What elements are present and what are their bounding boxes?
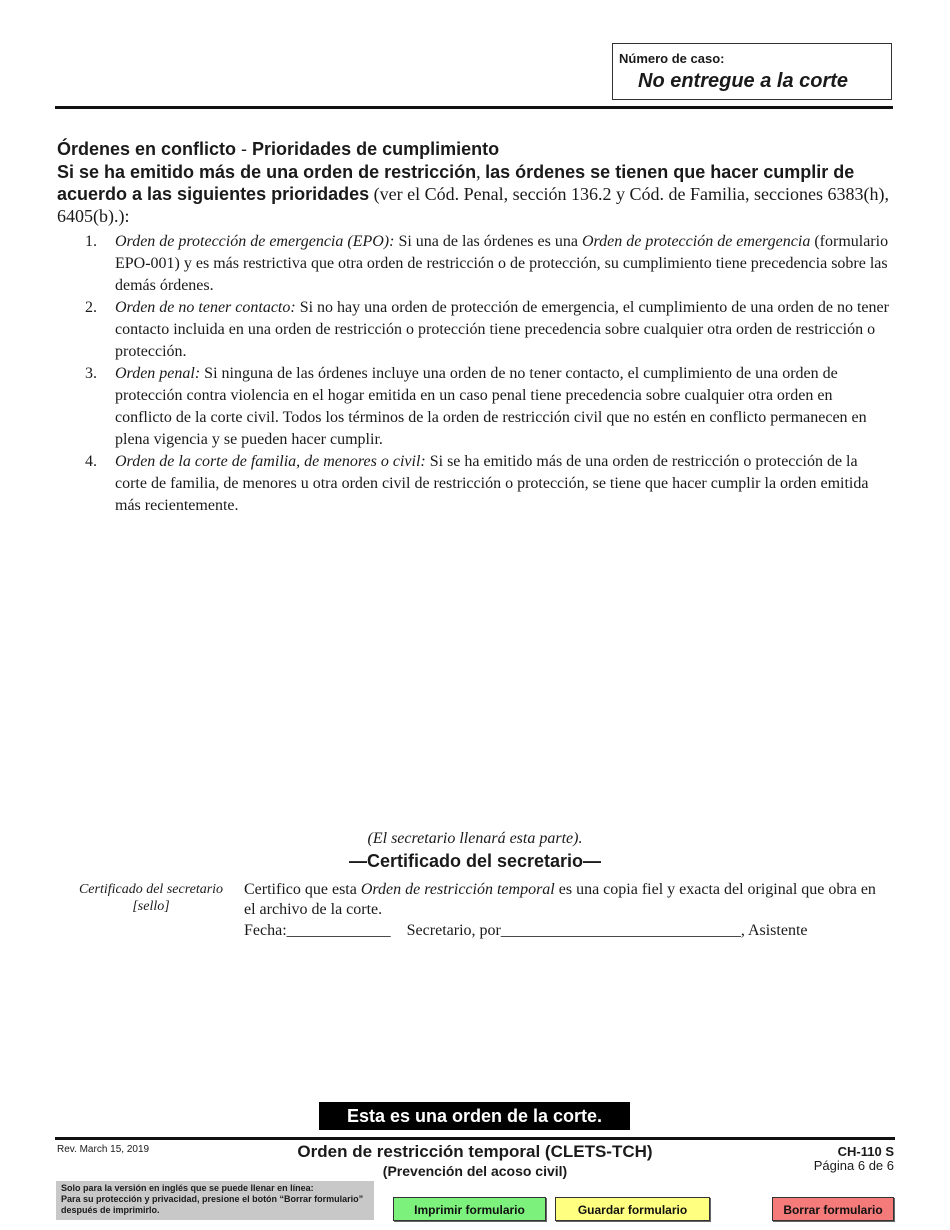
list-item-term: Orden penal: [115, 365, 201, 382]
list-item-text: Si se ha emitido más de una orden de restricción o protección de la corte de familia, de menores u otra orden civil de restricción o protección, se tiene que hacer cumplir la orden emitida más recientemente. [115, 453, 869, 514]
privacy-notice-line3: después de imprimirlo. [61, 1205, 160, 1215]
case-number-box [612, 43, 892, 100]
cert-text-italic: Orden de restricción temporal [360, 881, 555, 898]
form-subtitle: (Prevención del acoso civil) [382, 1163, 568, 1179]
clear-form-button[interactable]: Borrar formulario [772, 1197, 894, 1221]
priority-list [85, 231, 893, 517]
page-number: Página 6 de 6 [813, 1158, 894, 1173]
section-title-main: Órdenes en conflicto [57, 139, 237, 159]
list-item-term: Orden de protección de emergencia (EPO): [115, 233, 395, 250]
court-order-banner: Esta es una orden de la corte. [319, 1102, 630, 1130]
list-item-number: 3. [85, 365, 97, 382]
clerk-signature-line [244, 922, 808, 940]
cert-text-a: Certifico que esta [244, 881, 361, 898]
clerk-certification-text [244, 880, 884, 920]
section-title-sub: Prioridades de cumplimiento [252, 139, 500, 159]
date-field: Fecha:_____________ [244, 922, 391, 939]
section-intro [57, 161, 893, 227]
intro-bold-b: las órdenes se tienen que hacer cumplir de acuerdo a las siguientes prioridades [57, 162, 855, 204]
list-item-text-italic: Orden de protección de emergencia [581, 233, 811, 250]
revision-date: Rev. March 15, 2019 [57, 1144, 150, 1155]
list-item [85, 297, 893, 363]
list-item-number: 1. [85, 233, 97, 250]
section-title [57, 139, 499, 160]
list-item-text: (formulario EPO-001) y es más restrictiva que otra orden de restricción o de protección, su cumplimiento tiene precedencia sobre las demás órdenes. [115, 233, 889, 294]
case-number-value: No entregue a la corte [638, 70, 849, 92]
list-item-term: Orden de no tener contacto: [115, 299, 296, 316]
clerk-certificate-title: —Certificado del secretario— [348, 851, 602, 871]
list-item-text: Si ninguna de las órdenes incluye una orden de no tener contacto, el cumplimiento de una orden de protección contra violencia en el hogar emitida en un caso penal tiene precedencia sobre cualquier otra orden en conflicto de la corte civil. Todos los términos de la orden de restricción civil que no estén en conflicto permanecen en plena vigencia y se pueden hacer cumplir. [115, 365, 867, 448]
form-title: Orden de restricción temporal (CLETS-TCH) [297, 1142, 653, 1161]
form-id: CH-110 S [837, 1144, 894, 1159]
cert-text-b: es una copia fiel y exacta del original que obra en el archivo de la corte. [244, 881, 876, 918]
clerk-seal-label [60, 881, 242, 915]
list-item-text: Si no hay una orden de protección de emergencia, el cumplimiento de una orden de no tener contacto incluida en una orden de restricción o protección tiene precedencia sobre cualquier otra orden de restricción o protección. [115, 299, 889, 360]
list-item-number: 2. [85, 299, 97, 316]
header-rule [55, 106, 893, 109]
intro-bold-a: Si se ha emitido más de una orden de restricción [57, 162, 477, 182]
list-item [85, 363, 893, 451]
privacy-notice [56, 1181, 374, 1220]
list-item-number: 4. [85, 453, 97, 470]
list-item [85, 451, 893, 517]
clerk-seal-label-line1: Certificado del secretario [78, 882, 224, 897]
clerk-note: (El secretario llenará esta parte). [367, 830, 583, 847]
list-item [85, 231, 893, 297]
list-item-text: Si una de las órdenes es una [394, 233, 582, 250]
intro-comma: , [476, 162, 486, 182]
case-number-label: Número de caso: [619, 51, 725, 66]
clerk-deputy-field: Secretario, por______________________________, Asistente [406, 922, 808, 939]
save-form-button[interactable]: Guardar formulario [555, 1197, 710, 1221]
privacy-notice-line1: Solo para la versión en inglés que se puede llenar en línea: [61, 1183, 314, 1193]
footer-rule [55, 1137, 895, 1140]
section-title-separator: - [236, 139, 253, 159]
print-form-button[interactable]: Imprimir formulario [393, 1197, 546, 1221]
privacy-notice-line2: Para su protección y privacidad, presione el botón “Borrar formulario” [61, 1194, 364, 1204]
intro-rest: (ver el Cód. Penal, sección 136.2 y Cód. de Familia, secciones 6383(h), 6405(b).): [57, 184, 889, 226]
clerk-seal-label-line2: [sello] [132, 899, 170, 914]
list-item-term: Orden de la corte de familia, de menores o civil: [115, 453, 426, 470]
